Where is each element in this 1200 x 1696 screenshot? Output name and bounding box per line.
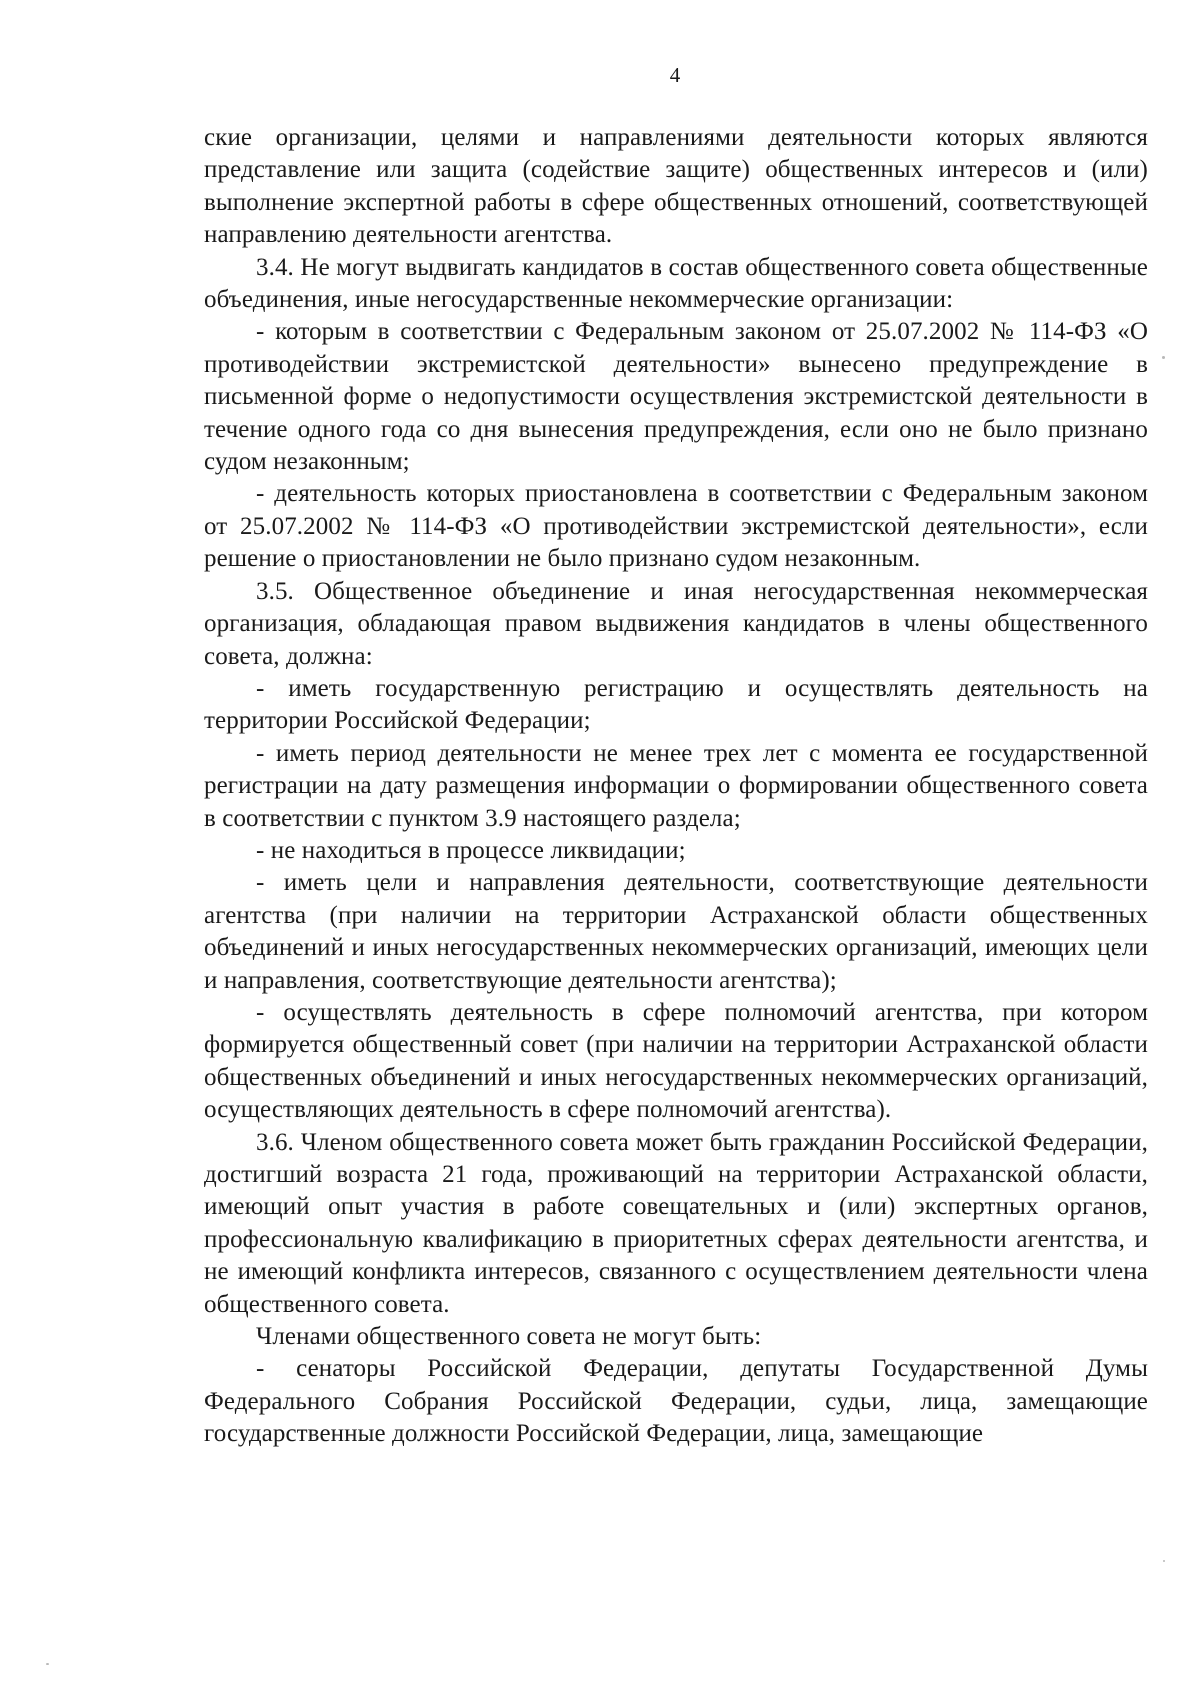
scan-speck — [46, 1663, 49, 1665]
paragraph-3-5-item-goals: - иметь цели и направления деятельности, соответствующие деятельности агентства (при наличии на территории Астраханской области общественных объединений и иных негосударственных некоммерческих организаций, имеющих цели и направления, соответствующие деятельности агентства); — [204, 869, 1148, 994]
paragraph-3-5-item-liquidation: - не находиться в процессе ликвидации; — [256, 836, 686, 864]
paragraph-members-exclusion-item: - сенаторы Российской Федерации, депутаты Государственной Думы Федерального Собрания Российской Федерации, судьи, лица, замещающие государственные должности Российской Федерации, лица, замещающие — [204, 1355, 1148, 1448]
paragraph-3-4-item-suspended: - деятельность которых приостановлена в соответствии с Федеральным законом от 25.07.2002 № 114-ФЗ «О противодействии экстремистской деятельности», если решение о приостановлении не было признано судом незаконным. — [204, 480, 1148, 573]
paragraph-3-5-item-powers: - осуществлять деятельность в сфере полномочий агентства, при котором формируется общественный совет (при наличии на территории Астраханской области общественных объединений и иных негосударственных некоммерческих организаций, осуществляющих деятельность в сфере полномочий агентства). — [204, 998, 1148, 1124]
paragraph-continuation: ские организации, целями и направлениями деятельности которых являются представление или защита (содействие защите) общественных интересов и (или) выполнение экспертной работы в сфере общественных отношений, соответствующей направлению деятельности агентства. — [204, 124, 1148, 249]
page-number: 4 — [669, 63, 681, 87]
paragraph-3-5: 3.5. Общественное объединение и иная негосударственная некоммерческая организация, обладающая правом выдвижения кандидатов в члены общественного совета, должна: — [204, 577, 1148, 670]
body-text — [204, 122, 1148, 1451]
paragraph-3-6: 3.6. Членом общественного совета может быть гражданин Российской Федерации, достигший возраста 21 года, проживающий на территории Астраханской области, имеющий опыт участия в работе совещательных и (или) экспертных органов, профессиональную квалификацию в приоритетных сферах деятельности агентства, и не имеющий конфликта интересов, связанного с осуществлением деятельности члена общественного совета. — [204, 1128, 1148, 1318]
paragraph-3-5-item-registration: - иметь государственную регистрацию и осуществлять деятельность на территории Российской Федерации; — [204, 674, 1148, 735]
scan-speck — [1163, 1560, 1165, 1562]
paragraph-3-4-item-warning: - которым в соответствии с Федеральным законом от 25.07.2002 № 114-ФЗ «О противодействии экстремистской деятельности» вынесено предупреждение в письменной форме о недопустимости осуществления экстремистской деятельности в течение одного года со дня вынесения предупреждения, если оно не было признано судом незаконным; — [204, 318, 1148, 476]
scan-speck — [1162, 356, 1165, 359]
paragraph-3-4: 3.4. Не могут выдвигать кандидатов в состав общественного совета общественные объединения, иные негосударственные некоммерческие организации: — [204, 253, 1148, 314]
paragraph-3-5-item-period: - иметь период деятельности не менее трех лет с момента ее государственной регистрации на дату размещения информации о формировании общественного совета в соответствии с пунктом 3.9 настоящего раздела; — [204, 739, 1148, 832]
paragraph-members-exclusion-intro: Членами общественного совета не могут быть: — [256, 1323, 762, 1351]
